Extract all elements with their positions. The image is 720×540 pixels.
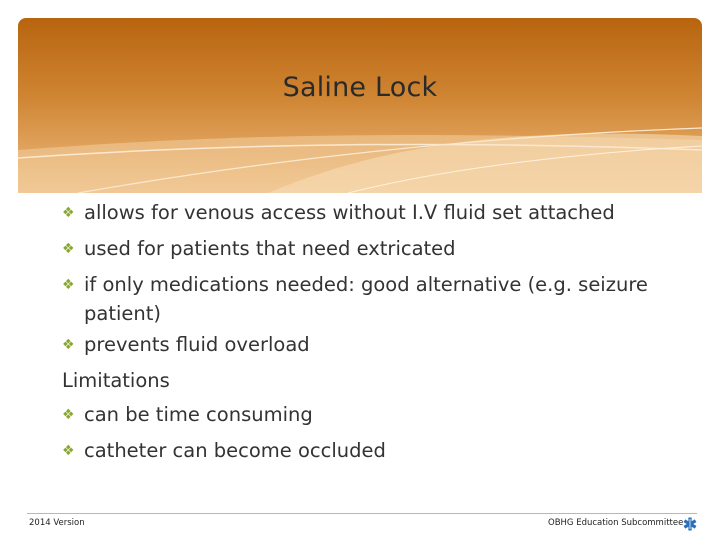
list-item	[62, 398, 662, 434]
bullet-diamond-icon: ❖	[62, 205, 75, 221]
bullet-diamond-icon: ❖	[62, 241, 75, 257]
list-item	[62, 196, 662, 232]
banner-wave-decoration	[18, 18, 702, 193]
footer-organization: OBHG Education Subcommittee	[548, 518, 684, 528]
slide-title: Saline Lock	[282, 72, 438, 103]
bullet-diamond-icon: ❖	[62, 337, 75, 353]
list-item-text: can be time consuming	[84, 403, 313, 426]
list-item-text: used for patients that need extricated	[84, 237, 456, 260]
list-item	[62, 434, 662, 470]
list-item-text: if only medications needed: good alternative (e.g. seizure	[84, 273, 648, 296]
bullet-diamond-icon: ❖	[62, 443, 75, 459]
bullet-diamond-icon: ❖	[62, 277, 75, 293]
list-item-text: prevents fluid overload	[84, 333, 310, 356]
star-of-life-icon	[683, 517, 697, 531]
title-banner	[18, 18, 702, 193]
bullet-list	[62, 196, 662, 470]
bullet-diamond-icon: ❖	[62, 407, 75, 423]
list-item-text: catheter can become occluded	[84, 439, 386, 462]
list-item-text: allows for venous access without I.V fluid set attached	[84, 201, 615, 224]
footer-divider	[27, 513, 697, 514]
list-item	[62, 232, 662, 268]
section-heading	[62, 364, 662, 398]
footer-version: 2014 Version	[29, 518, 85, 528]
list-item	[62, 268, 662, 328]
list-item	[62, 328, 662, 364]
list-item-continuation: patient)	[84, 302, 162, 325]
section-heading-text: Limitations	[62, 369, 170, 392]
